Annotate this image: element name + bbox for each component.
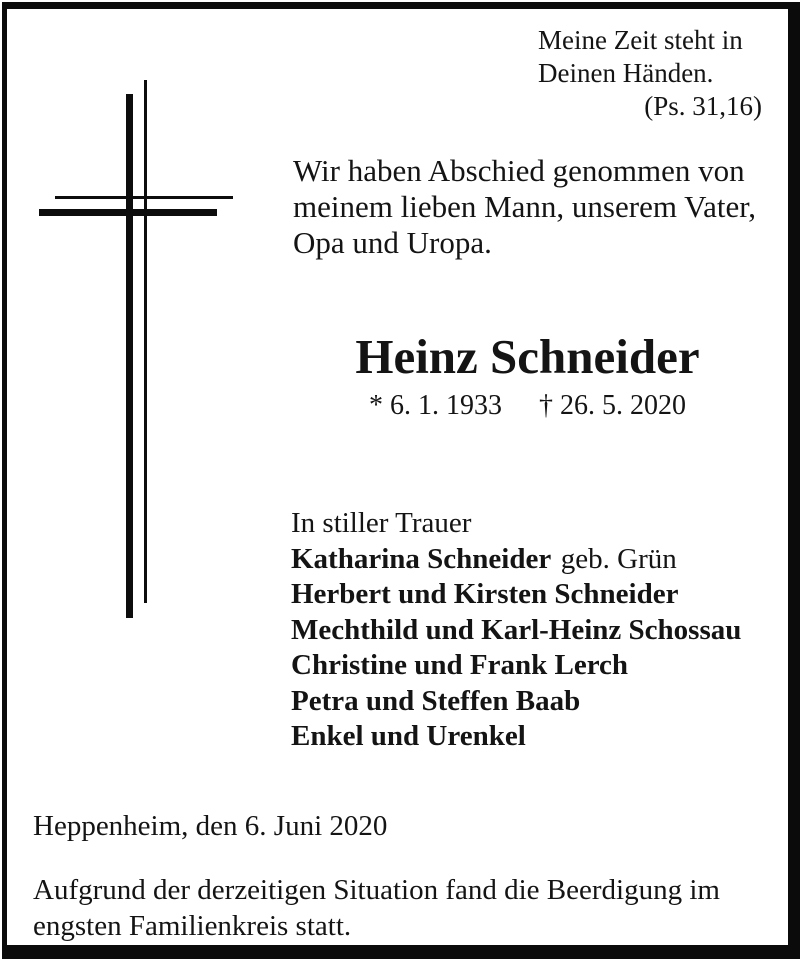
burial-notice	[33, 872, 778, 944]
cross-horizontal-thick-line	[39, 209, 217, 216]
mourner-name	[291, 719, 771, 755]
mourner-name-text: Petra und Steffen Baab	[291, 684, 581, 717]
mourner-name-text: Herbert und Kirsten Schneider	[291, 578, 679, 610]
cross-horizontal-thin-line	[55, 196, 233, 199]
mourner-name	[291, 542, 771, 578]
mourners-list	[291, 506, 771, 755]
deceased-name: Heinz Schneider	[355, 329, 700, 384]
farewell-text-line: meinem lieben Mann, unserem Vater,	[293, 189, 757, 224]
farewell-text-line: Opa und Uropa.	[293, 225, 492, 260]
farewell-text	[293, 153, 763, 261]
mourner-name-suffix: geb. Grün	[560, 542, 677, 575]
life-dates	[295, 390, 760, 422]
mourner-name	[291, 684, 771, 720]
mourner-name-text: Enkel und Urenkel	[291, 720, 526, 752]
mourner-name-text: Katharina Schneider	[291, 542, 552, 575]
psalm-quote-line: Deinen Händen.	[538, 58, 714, 88]
mourner-name	[291, 613, 771, 649]
psalm-quote-line: Meine Zeit steht in	[538, 25, 743, 55]
mourner-name	[291, 648, 771, 684]
mourner-name	[291, 577, 771, 613]
burial-notice-line: Aufgrund der derzeitigen Situation fand die Beerdigung im	[33, 874, 720, 906]
cross-vertical-thin-line	[144, 80, 147, 603]
psalm-reference: (Ps. 31,16)	[644, 91, 762, 121]
cross-vertical-thick-line	[126, 94, 133, 618]
mourners-heading: In stiller Trauer	[291, 507, 472, 539]
mourner-name-text: Christine und Frank Lerch	[291, 649, 629, 681]
birth-date: * 6. 1. 1933	[369, 390, 502, 421]
place-date: Heppenheim, den 6. Juni 2020	[33, 810, 388, 842]
death-date: † 26. 5. 2020	[539, 390, 686, 421]
psalm-quote	[538, 24, 762, 123]
burial-notice-line: engsten Familienkreis statt.	[33, 910, 352, 942]
mourner-name-text: Mechthild und Karl-Heinz Schossau	[291, 613, 742, 646]
farewell-text-line: Wir haben Abschied genommen von	[293, 153, 745, 188]
